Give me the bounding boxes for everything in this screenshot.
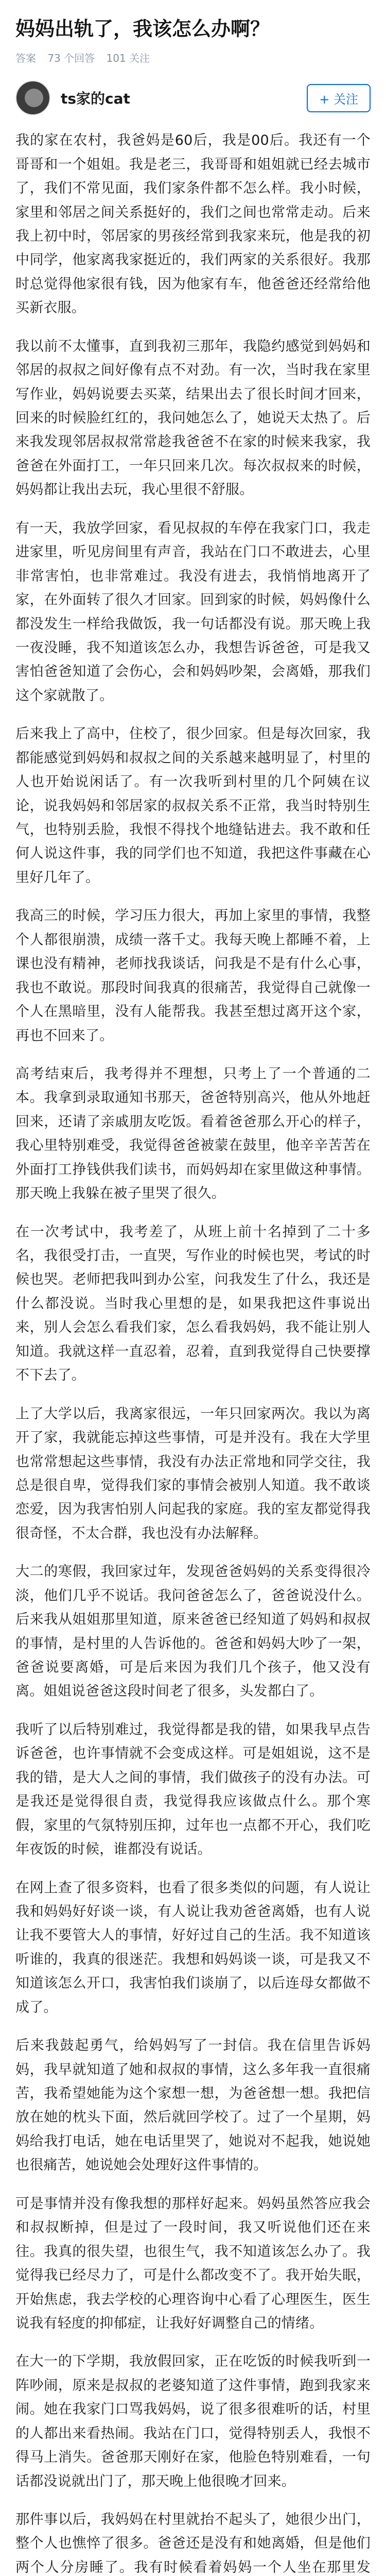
followers-count: 101 关注 <box>106 52 150 65</box>
answer-paragraph: 大二的寒假，我回家过年，发现爸爸妈妈的关系变得很冷淡，他们几乎不说话。我问爸爸怎么了，爸爸说没什么。后来我从姐姐那里知道，原来爸爸已经知道了妈妈和叔叔的事情，是村里的人告诉他的。爸爸和妈妈大吵了一架，爸爸说要离婚，可是后来因为我们几个孩子，他又没有离。姐姐说爸爸这段时间老了很多，头发都白了。 <box>15 1564 371 1700</box>
answer-paragraph: 我的家在农村，我爸妈是60后，我是00后。我还有一个哥哥和一个姐姐。我是老三，我哥哥和姐姐就已经去城市了，我们不常见面，我们家条件都不怎么样。我小时候，家里和邻居之间关系挺好的，我们之间也常常走动。后来我上初中时，邻居家的男孩经常到我家来玩，他是我的初中同学，他家离我家挺近的，我们两家的关系很好。我那时总觉得他家很有钱，因为他家有车，他爸爸还经常给他买新衣服。 <box>15 132 371 316</box>
author-name[interactable]: ts家的cat <box>61 90 130 108</box>
answers-count[interactable]: 73 个回答 <box>47 52 95 65</box>
answer-paragraph: 可是事情并没有像我想的那样好起来。妈妈虽然答应我会和叔叔断掉，但是过了一段时间，我又听说他们还在来往。我真的很失望，也很生气，我不知道该怎么办了。我觉得我已经尽力了，可是什么都改变不了。我开始失眠，开始焦虑，我去学校的心理咨询中心看了心理医生，医生说我有轻度的抑郁症，让我好好调整自己的情绪。 <box>15 2195 371 2331</box>
answer-paragraph: 在一次考试中，我考差了，从班上前十名掉到了二十多名，我很受打击，一直哭，写作业的时候也哭，考试的时候也哭。老师把我叫到办公室，问我发生了什么，我还是什么都没说。当时我心里想的是，如果我把这件事说出来，别人会怎么看我们家，怎么看我妈妈，我不能让别人知道。我就这样一直忍着，忍着，直到我觉得自己快要撑不下去了。 <box>15 1224 371 1384</box>
answer-paragraph: 后来我鼓起勇气，给妈妈写了一封信。我在信里告诉妈妈，我早就知道了她和叔叔的事情，这么多年我一直很痛苦，我希望她能为这个家想一想，为爸爸想一想。我把信放在她的枕头下面，然后就回学校了。过了一个星期，妈妈给我打电话，她在电话里哭了，她说对不起我，她说她也很痛苦，她说她会处理好这件事情的。 <box>15 2038 371 2174</box>
answer-paragraph: 后来我上了高中，住校了，很少回家。但是每次回家，我都能感觉到妈妈和叔叔之间的关系越来越明显了，村里的人也开始说闲话了。有一次我听到村里的几个阿姨在议论，说我妈妈和邻居家的叔叔关系不正常，我当时特别生气，也特别丢脸，我恨不得找个地缝钻进去。我不敢和任何人说这件事，我的同学们也不知道，我把这件事藏在心里好几年了。 <box>15 726 371 886</box>
answer-paragraph: 有一天，我放学回家，看见叔叔的车停在我家门口，我走进家里，听见房间里有声音，我站在门口不敢进去，心里非常害怕，也非常难过。我没有进去，我悄悄地离开了家，在外面转了很久才回家。回到家的时候，妈妈像什么都没发生一样给我做饭，我一句话都没有说。那天晚上我一夜没睡，我不知道该怎么办，我想告诉爸爸，可是我又害怕爸爸知道了会伤心，会和妈妈吵架，会离婚，那我们这个家就散了。 <box>15 520 371 704</box>
answer-paragraph: 我听了以后特别难过，我觉得都是我的错，如果我早点告诉爸爸，也许事情就不会变成这样。可是姐姐说，这不是我的错，是大人之间的事情，我们做孩子的没有办法。可是我还是觉得很自责，我觉得我应该做点什么。那个寒假，家里的气氛特别压抑，过年也一点都不开心，我们吃年夜饭的时候，谁都没有说话。 <box>15 1721 371 1858</box>
author-bar <box>0 76 386 126</box>
answer-paragraph: 在网上查了很多资料，也看了很多类似的问题，有人说让我和妈妈好好谈一谈，有人说让我劝爸爸离婚，也有人说让我不要管大人的事情，好好过自己的生活。我不知道该听谁的，我真的很迷茫。我想和妈妈谈一谈，可是我又不知道该怎么开口，我害怕我们谈崩了，以后连母女都做不成了。 <box>15 1879 371 2015</box>
answer-paragraph: 我以前不太懂事，直到我初三那年，我隐约感觉到妈妈和邻居的叔叔之间好像有点不对劲。有一次，当时我在家里写作业，妈妈说要去买菜，结果出去了很长时间才回来，回来的时候脸红红的，我问她怎么了，她说天太热了。后来我发现邻居叔叔常常趁我爸爸不在家的时候来我家，我爸爸在外面打工，一年只回来几次。每次叔叔来的时候，妈妈都让我出去玩，我心里很不舒服。 <box>15 338 371 498</box>
answer-paragraph: 在大一的下学期，我放假回家，正在吃饭的时候我听到一阵吵闹，原来是叔叔的老婆知道了这件事情，跑到我家来闹。她在我家门口骂我妈妈，说了很多很难听的话，村里的人都出来看热闹。我站在门口，觉得特别丢人，我恨不得马上消失。爸爸那天刚好在家，他脸色特别难看，一句话都没说就出门了，那天晚上他很晚才回来。 <box>15 2353 371 2489</box>
answers-label: 答案 <box>15 52 36 65</box>
answer-paragraph: 那件事以后，我妈妈在村里就抬不起头了，她很少出门，整个人也憔悴了很多。爸爸还是没有和她离婚，但是他们两个人分房睡了。我有时候看着妈妈一个人坐在那里发 <box>15 2512 371 2575</box>
answer-paragraph: 上了大学以后，我离家很远，一年只回家两次。我以为离开了家，我就能忘掉这些事情，可是并没有。我在大学里也常常想起这些事情，我没有办法正常地和同学交往，我总是很自卑，觉得我们家的事情会被别人知道。我不敢谈恋爱，因为我害怕别人问起我的家庭。我的室友都觉得我很奇怪，不太合群，我也没有办法解释。 <box>15 1405 371 1541</box>
follow-button[interactable]: + 关注 <box>307 84 371 112</box>
avatar[interactable] <box>15 80 50 115</box>
answer-paragraph: 高考结束后，我考得并不理想，只考上了一个普通的二本。我拿到录取通知书那天，爸爸特别高兴，他从外地赶回来，还请了亲戚朋友吃饭。看着爸爸那么开心的样子，我心里特别难受，我觉得爸爸被蒙在鼓里，他辛辛苦苦在外面打工挣钱供我们读书，而妈妈却在家里做这种事情。那天晚上我躲在被子里哭了很久。 <box>15 1065 371 1202</box>
question-stats <box>0 48 386 76</box>
answer-paragraph: 我高三的时候，学习压力很大，再加上家里的事情，我整个人都很崩溃，成绩一落千丈。我每天晚上都睡不着，上课也没有精神，老师找我谈话，问我是不是有什么心事，我也不敢说。那段时间我真的很痛苦，我觉得自己就像一个人在黑暗里，没有人能帮我。我甚至想过离开这个家，再也不回来了。 <box>15 908 371 1044</box>
question-title[interactable]: 妈妈出轨了，我该怎么办啊？ <box>15 18 270 40</box>
answer-content <box>0 126 386 2576</box>
